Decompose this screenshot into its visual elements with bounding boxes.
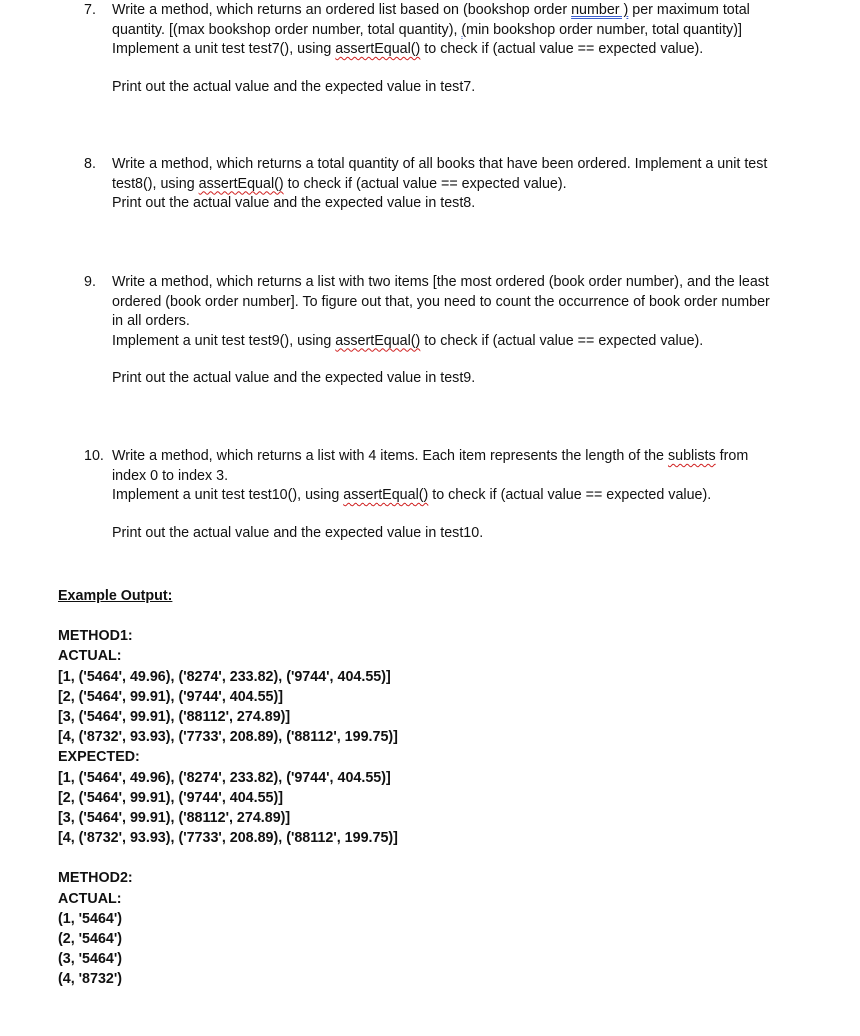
- task-line: Write a method, which returns a list with two items [the most ordered (book order number), and the least: [112, 274, 769, 290]
- task-line: quantity. [(max bookshop order number, total quantity), (min bookshop order number, total quantity)]: [112, 21, 742, 38]
- output-line: [4, ('8732', 93.93), ('7733', 208.89), ('88112', 199.75)]: [58, 830, 398, 847]
- output-line: (2, '5464'): [58, 931, 123, 948]
- task-7: [84, 1, 844, 97]
- task-line: in all orders.: [112, 313, 190, 329]
- spelling-flag: assertEqual(): [198, 175, 284, 192]
- method1-block: [58, 626, 838, 848]
- task-body: [112, 1, 844, 97]
- grammar-flag: number ): [571, 2, 629, 18]
- task-line: Implement a unit test test9(), using assertEqual() to check if (actual value == expected value).: [112, 332, 704, 349]
- task-9: [84, 273, 844, 389]
- task-number: 7.: [84, 2, 96, 18]
- task-line: ordered (book order number]. To figure out that, you need to count the occurrence of book order number: [112, 293, 770, 310]
- method-title: METHOD2:: [58, 870, 133, 887]
- grammar-flag: (: [461, 21, 467, 38]
- task-number: 8.: [84, 156, 96, 172]
- output-line: [3, ('5464', 99.91), ('88112', 274.89)]: [58, 709, 291, 726]
- task-line: Implement a unit test test10(), using assertEqual() to check if (actual value == expected value).: [112, 487, 712, 503]
- output-line: [1, ('5464', 49.96), ('8274', 233.82), ('9744', 404.55)]: [58, 769, 391, 786]
- example-output: [58, 586, 838, 990]
- task-10: [84, 447, 844, 543]
- example-output-heading: Example Output:: [58, 588, 173, 604]
- task-print-line: Print out the actual value and the expected value in test10.: [112, 524, 484, 541]
- output-line: (1, '5464'): [58, 910, 123, 927]
- spelling-flag: assertEqual(): [343, 487, 429, 503]
- task-line: test8(), using assertEqual() to check if (actual value == expected value).: [112, 175, 567, 192]
- output-line: [1, ('5464', 49.96), ('8274', 233.82), ('9744', 404.55)]: [58, 668, 391, 685]
- task-8: [84, 155, 844, 214]
- output-line: [4, ('8732', 93.93), ('7733', 208.89), ('88112', 199.75)]: [58, 729, 398, 746]
- output-line: (3, '5464'): [58, 951, 123, 968]
- actual-label: ACTUAL:: [58, 890, 122, 907]
- expected-label: EXPECTED:: [58, 749, 140, 766]
- task-print-line: Print out the actual value and the expected value in test7.: [112, 78, 476, 95]
- task-line: Implement a unit test test7(), using assertEqual() to check if (actual value == expected value).: [112, 41, 704, 57]
- task-line: Write a method, which returns a total quantity of all books that have been ordered. Implement a unit test: [112, 156, 768, 172]
- task-body: [112, 273, 844, 389]
- task-line: index 0 to index 3.: [112, 467, 229, 484]
- task-number: 10.: [84, 448, 104, 464]
- spelling-flag: assertEqual(): [335, 332, 421, 349]
- method-title: METHOD1:: [58, 628, 133, 645]
- output-line: [2, ('5464', 99.91), ('9744', 404.55)]: [58, 688, 284, 705]
- task-number: 9.: [84, 274, 96, 290]
- task-body: [112, 447, 844, 543]
- actual-label: ACTUAL:: [58, 648, 122, 665]
- output-line: (4, '8732'): [58, 971, 123, 988]
- task-line: Write a method, which returns an ordered list based on (bookshop order number ) per maximum total: [112, 2, 750, 18]
- block-spacer: [58, 848, 838, 868]
- task-print-line: Print out the actual value and the expected value in test8.: [112, 195, 476, 211]
- task-print-line: Print out the actual value and the expected value in test9.: [112, 370, 476, 386]
- output-line: [3, ('5464', 99.91), ('88112', 274.89)]: [58, 810, 291, 827]
- output-line: [2, ('5464', 99.91), ('9744', 404.55)]: [58, 789, 284, 806]
- task-line: Write a method, which returns a list with 4 items. Each item represents the length of the sublists from: [112, 448, 749, 464]
- spelling-flag: assertEqual(): [335, 41, 421, 57]
- spelling-flag: sublists: [667, 448, 716, 464]
- task-body: [112, 155, 844, 214]
- method2-block: [58, 868, 838, 989]
